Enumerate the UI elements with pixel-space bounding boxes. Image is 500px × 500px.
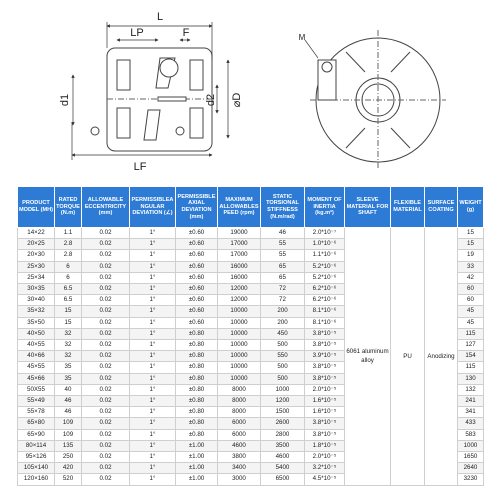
cell-eccentricity: 0.02 bbox=[82, 373, 130, 384]
cell-torque: 2.8 bbox=[55, 239, 82, 250]
cell-model: 30×40 bbox=[18, 295, 55, 306]
cell-surface-coating: Anodizing bbox=[425, 228, 458, 486]
cell-weight: 60 bbox=[458, 295, 484, 306]
cell-angular-deviation: 1° bbox=[130, 284, 176, 295]
cell-stiffness: 2600 bbox=[261, 418, 305, 429]
cell-stiffness: 550 bbox=[261, 351, 305, 362]
coupling-dimension-drawing bbox=[0, 0, 500, 180]
cell-eccentricity: 0.02 bbox=[82, 328, 130, 339]
cell-angular-deviation: 1° bbox=[130, 306, 176, 317]
cell-axial-deviation: ±1.00 bbox=[176, 440, 218, 451]
cell-torque: 6.5 bbox=[55, 284, 82, 295]
cell-angular-deviation: 1° bbox=[130, 373, 176, 384]
cell-stiffness: 1500 bbox=[261, 407, 305, 418]
cell-inertia: 1.6*10⁻⁵ bbox=[305, 407, 345, 418]
cell-max-speed: 10000 bbox=[218, 328, 261, 339]
header-torsional-stiffness: STATIC TORSIONAL STIFFNESS (N.m/rad) bbox=[261, 187, 305, 228]
cell-axial-deviation: ±1.00 bbox=[176, 452, 218, 463]
cell-angular-deviation: 1° bbox=[130, 351, 176, 362]
label-M: M bbox=[298, 33, 306, 42]
label-d1: d1 bbox=[59, 93, 71, 107]
cell-max-speed: 6000 bbox=[218, 429, 261, 440]
cell-angular-deviation: 1° bbox=[130, 384, 176, 395]
cell-max-speed: 8000 bbox=[218, 407, 261, 418]
cell-axial-deviation: ±1.00 bbox=[176, 474, 218, 485]
cell-torque: 420 bbox=[55, 463, 82, 474]
cell-inertia: 6.2*10⁻⁶ bbox=[305, 284, 345, 295]
cell-model: 35×32 bbox=[18, 306, 55, 317]
cell-weight: 1650 bbox=[458, 452, 484, 463]
cell-max-speed: 10000 bbox=[218, 317, 261, 328]
cell-axial-deviation: ±0.80 bbox=[176, 328, 218, 339]
cell-angular-deviation: 1° bbox=[130, 340, 176, 351]
cell-eccentricity: 0.02 bbox=[82, 474, 130, 485]
cell-eccentricity: 0.02 bbox=[82, 463, 130, 474]
cell-weight: 154 bbox=[458, 351, 484, 362]
cell-stiffness: 1000 bbox=[261, 384, 305, 395]
cell-weight: 115 bbox=[458, 328, 484, 339]
cell-stiffness: 3500 bbox=[261, 440, 305, 451]
cell-weight: 3230 bbox=[458, 474, 484, 485]
cell-weight: 33 bbox=[458, 261, 484, 272]
cell-axial-deviation: ±0.60 bbox=[176, 317, 218, 328]
cell-weight: 132 bbox=[458, 384, 484, 395]
cell-model: 55×78 bbox=[18, 407, 55, 418]
cell-angular-deviation: 1° bbox=[130, 272, 176, 283]
cell-eccentricity: 0.02 bbox=[82, 384, 130, 395]
cell-torque: 109 bbox=[55, 429, 82, 440]
cell-model: 40×50 bbox=[18, 328, 55, 339]
cell-stiffness: 1200 bbox=[261, 396, 305, 407]
cell-eccentricity: 0.02 bbox=[82, 306, 130, 317]
cell-model: 45×55 bbox=[18, 362, 55, 373]
cell-inertia: 5.2*10⁻⁶ bbox=[305, 272, 345, 283]
cell-stiffness: 200 bbox=[261, 317, 305, 328]
cell-inertia: 6.2*10⁻⁶ bbox=[305, 295, 345, 306]
cell-max-speed: 12000 bbox=[218, 295, 261, 306]
cell-inertia: 3.8*10⁻⁵ bbox=[305, 328, 345, 339]
cell-torque: 32 bbox=[55, 351, 82, 362]
cell-sleeve-material: 6061 aluminum alloy bbox=[345, 228, 391, 486]
cell-inertia: 2.0*10⁻⁵ bbox=[305, 384, 345, 395]
cell-stiffness: 46 bbox=[261, 228, 305, 239]
cell-angular-deviation: 1° bbox=[130, 407, 176, 418]
cell-stiffness: 500 bbox=[261, 362, 305, 373]
coupling-end-view bbox=[305, 30, 446, 170]
cell-model: 14×22 bbox=[18, 228, 55, 239]
cell-model: 80×114 bbox=[18, 440, 55, 451]
header-moment-of-inertia: MOMENT OF INERTIA (kg.m²) bbox=[305, 187, 345, 228]
cell-max-speed: 4600 bbox=[218, 440, 261, 451]
header-weight: WEIGHT (g) bbox=[458, 187, 484, 228]
header-max-speed: MAXIMUM ALLOWABLES PEED (rpm) bbox=[218, 187, 261, 228]
cell-eccentricity: 0.02 bbox=[82, 272, 130, 283]
table-header-row bbox=[18, 187, 484, 228]
cell-axial-deviation: ±0.60 bbox=[176, 228, 218, 239]
cell-torque: 6 bbox=[55, 272, 82, 283]
specification-table bbox=[17, 186, 484, 486]
cell-max-speed: 17000 bbox=[218, 250, 261, 261]
cell-model: 40×55 bbox=[18, 340, 55, 351]
cell-stiffness: 450 bbox=[261, 328, 305, 339]
cell-angular-deviation: 1° bbox=[130, 239, 176, 250]
cell-eccentricity: 0.02 bbox=[82, 429, 130, 440]
cell-angular-deviation: 1° bbox=[130, 418, 176, 429]
cell-model: 25×30 bbox=[18, 261, 55, 272]
cell-eccentricity: 0.02 bbox=[82, 317, 130, 328]
cell-weight: 433 bbox=[458, 418, 484, 429]
cell-inertia: 3.9*10⁻⁵ bbox=[305, 351, 345, 362]
cell-angular-deviation: 1° bbox=[130, 396, 176, 407]
cell-eccentricity: 0.02 bbox=[82, 351, 130, 362]
cell-axial-deviation: ±1.00 bbox=[176, 463, 218, 474]
cell-max-speed: 3400 bbox=[218, 463, 261, 474]
cell-axial-deviation: ±0.60 bbox=[176, 250, 218, 261]
cell-axial-deviation: ±0.60 bbox=[176, 239, 218, 250]
cell-torque: 15 bbox=[55, 306, 82, 317]
cell-inertia: 4.5*10⁻⁵ bbox=[305, 474, 345, 485]
cell-torque: 40 bbox=[55, 384, 82, 395]
cell-max-speed: 10000 bbox=[218, 340, 261, 351]
cell-stiffness: 6500 bbox=[261, 474, 305, 485]
cell-angular-deviation: 1° bbox=[130, 328, 176, 339]
header-axial-deviation: PERMISSIBLE AXIAL DEVIATION (mm) bbox=[176, 187, 218, 228]
cell-weight: 15 bbox=[458, 228, 484, 239]
cell-max-speed: 10000 bbox=[218, 306, 261, 317]
cell-weight: 115 bbox=[458, 362, 484, 373]
cell-eccentricity: 0.02 bbox=[82, 340, 130, 351]
cell-eccentricity: 0.02 bbox=[82, 284, 130, 295]
cell-max-speed: 6000 bbox=[218, 418, 261, 429]
cell-model: 120×160 bbox=[18, 474, 55, 485]
cell-eccentricity: 0.02 bbox=[82, 452, 130, 463]
cell-torque: 32 bbox=[55, 328, 82, 339]
cell-axial-deviation: ±0.80 bbox=[176, 373, 218, 384]
cell-torque: 6.5 bbox=[55, 295, 82, 306]
cell-model: 40×66 bbox=[18, 351, 55, 362]
cell-model: 50X55 bbox=[18, 384, 55, 395]
cell-weight: 341 bbox=[458, 407, 484, 418]
cell-max-speed: 16000 bbox=[218, 261, 261, 272]
cell-max-speed: 3000 bbox=[218, 474, 261, 485]
cell-weight: 15 bbox=[458, 239, 484, 250]
cell-stiffness: 65 bbox=[261, 272, 305, 283]
cell-angular-deviation: 1° bbox=[130, 250, 176, 261]
cell-stiffness: 72 bbox=[261, 284, 305, 295]
cell-axial-deviation: ±0.60 bbox=[176, 261, 218, 272]
cell-axial-deviation: ±0.60 bbox=[176, 284, 218, 295]
cell-model: 20×25 bbox=[18, 239, 55, 250]
cell-weight: 45 bbox=[458, 317, 484, 328]
cell-angular-deviation: 1° bbox=[130, 228, 176, 239]
cell-angular-deviation: 1° bbox=[130, 362, 176, 373]
cell-max-speed: 10000 bbox=[218, 373, 261, 384]
cell-model: 95×126 bbox=[18, 452, 55, 463]
cell-inertia: 2.0*10⁻⁵ bbox=[305, 452, 345, 463]
cell-inertia: 5.2*10⁻⁶ bbox=[305, 261, 345, 272]
cell-torque: 46 bbox=[55, 407, 82, 418]
cell-inertia: 3.2*10⁻⁵ bbox=[305, 463, 345, 474]
cell-inertia: 3.8*10⁻⁵ bbox=[305, 340, 345, 351]
cell-axial-deviation: ±0.80 bbox=[176, 351, 218, 362]
label-F: F bbox=[182, 27, 190, 39]
cell-angular-deviation: 1° bbox=[130, 295, 176, 306]
cell-model: 55×49 bbox=[18, 396, 55, 407]
cell-max-speed: 12000 bbox=[218, 284, 261, 295]
cell-torque: 135 bbox=[55, 440, 82, 451]
header-flexible-material: FLEXIBLE MATERIAL bbox=[391, 187, 425, 228]
header-sleeve-material: SLEEVE MATERIAL FOR SHAFT bbox=[345, 187, 391, 228]
cell-axial-deviation: ±0.60 bbox=[176, 306, 218, 317]
cell-max-speed: 3800 bbox=[218, 452, 261, 463]
cell-axial-deviation: ±0.80 bbox=[176, 384, 218, 395]
cell-max-speed: 19000 bbox=[218, 228, 261, 239]
cell-max-speed: 17000 bbox=[218, 239, 261, 250]
cell-torque: 250 bbox=[55, 452, 82, 463]
cell-eccentricity: 0.02 bbox=[82, 418, 130, 429]
cell-weight: 42 bbox=[458, 272, 484, 283]
cell-stiffness: 200 bbox=[261, 306, 305, 317]
cell-torque: 109 bbox=[55, 418, 82, 429]
cell-eccentricity: 0.02 bbox=[82, 239, 130, 250]
cell-max-speed: 8000 bbox=[218, 396, 261, 407]
cell-angular-deviation: 1° bbox=[130, 429, 176, 440]
cell-weight: 2640 bbox=[458, 463, 484, 474]
cell-model: 30×35 bbox=[18, 284, 55, 295]
cell-torque: 32 bbox=[55, 340, 82, 351]
cell-torque: 35 bbox=[55, 362, 82, 373]
cell-stiffness: 55 bbox=[261, 239, 305, 250]
header-allowable-eccentricity: ALLOWABLE ECCENTRICITY (mm) bbox=[82, 187, 130, 228]
cell-weight: 45 bbox=[458, 306, 484, 317]
cell-angular-deviation: 1° bbox=[130, 474, 176, 485]
cell-axial-deviation: ±0.80 bbox=[176, 407, 218, 418]
coupling-side-view bbox=[91, 48, 212, 151]
cell-model: 105×140 bbox=[18, 463, 55, 474]
cell-inertia: 3.8*10⁻⁵ bbox=[305, 373, 345, 384]
cell-weight: 241 bbox=[458, 396, 484, 407]
header-surface-coating: SURFACE COATING bbox=[425, 187, 458, 228]
cell-eccentricity: 0.02 bbox=[82, 228, 130, 239]
cell-inertia: 3.8*10⁻⁵ bbox=[305, 362, 345, 373]
cell-inertia: 1.6*10⁻⁵ bbox=[305, 396, 345, 407]
cell-torque: 520 bbox=[55, 474, 82, 485]
cell-axial-deviation: ±0.80 bbox=[176, 429, 218, 440]
cell-model: 65×80 bbox=[18, 418, 55, 429]
label-L: L bbox=[156, 11, 164, 23]
cell-angular-deviation: 1° bbox=[130, 317, 176, 328]
cell-model: 20×30 bbox=[18, 250, 55, 261]
cell-torque: 2.8 bbox=[55, 250, 82, 261]
cell-stiffness: 2800 bbox=[261, 429, 305, 440]
cell-axial-deviation: ±0.80 bbox=[176, 362, 218, 373]
cell-angular-deviation: 1° bbox=[130, 440, 176, 451]
cell-stiffness: 65 bbox=[261, 261, 305, 272]
label-D: ⌀D bbox=[231, 92, 243, 108]
cell-stiffness: 72 bbox=[261, 295, 305, 306]
cell-stiffness: 500 bbox=[261, 373, 305, 384]
cell-max-speed: 16000 bbox=[218, 272, 261, 283]
cell-stiffness: 5400 bbox=[261, 463, 305, 474]
cell-model: 45×66 bbox=[18, 373, 55, 384]
cell-eccentricity: 0.02 bbox=[82, 261, 130, 272]
cell-axial-deviation: ±0.80 bbox=[176, 340, 218, 351]
cell-inertia: 3.8*10⁻⁵ bbox=[305, 418, 345, 429]
cell-weight: 19 bbox=[458, 250, 484, 261]
cell-eccentricity: 0.02 bbox=[82, 440, 130, 451]
cell-inertia: 1.0*10⁻⁶ bbox=[305, 239, 345, 250]
cell-angular-deviation: 1° bbox=[130, 261, 176, 272]
header-product-model: PRODUCT MODEL (MH) bbox=[18, 187, 55, 228]
cell-weight: 1000 bbox=[458, 440, 484, 451]
label-LP: LP bbox=[130, 27, 144, 39]
cell-eccentricity: 0.02 bbox=[82, 362, 130, 373]
cell-stiffness: 500 bbox=[261, 340, 305, 351]
cell-weight: 60 bbox=[458, 284, 484, 295]
cell-max-speed: 8000 bbox=[218, 384, 261, 395]
cell-eccentricity: 0.02 bbox=[82, 295, 130, 306]
cell-weight: 130 bbox=[458, 373, 484, 384]
cell-model: 65×90 bbox=[18, 429, 55, 440]
cell-stiffness: 4600 bbox=[261, 452, 305, 463]
cell-weight: 583 bbox=[458, 429, 484, 440]
cell-inertia: 8.1*10⁻⁶ bbox=[305, 317, 345, 328]
cell-inertia: 3.8*10⁻⁵ bbox=[305, 429, 345, 440]
header-rated-torque: RATED TORQUE (N.m) bbox=[55, 187, 82, 228]
cell-stiffness: 55 bbox=[261, 250, 305, 261]
header-angular-deviation: PERMISSIBLEA NGULAR DEVIATION (∠) bbox=[130, 187, 176, 228]
label-LF: LF bbox=[133, 161, 147, 173]
cell-inertia: 1.8*10⁻⁵ bbox=[305, 440, 345, 451]
cell-eccentricity: 0.02 bbox=[82, 396, 130, 407]
cell-axial-deviation: ±0.80 bbox=[176, 396, 218, 407]
table-row bbox=[18, 228, 484, 239]
cell-inertia: 2.0*10⁻⁷ bbox=[305, 228, 345, 239]
cell-torque: 35 bbox=[55, 373, 82, 384]
cell-angular-deviation: 1° bbox=[130, 452, 176, 463]
label-d2: d2 bbox=[205, 93, 217, 107]
cell-model: 25×34 bbox=[18, 272, 55, 283]
cell-torque: 46 bbox=[55, 396, 82, 407]
cell-angular-deviation: 1° bbox=[130, 463, 176, 474]
cell-model: 35×50 bbox=[18, 317, 55, 328]
cell-torque: 15 bbox=[55, 317, 82, 328]
cell-max-speed: 10000 bbox=[218, 351, 261, 362]
cell-weight: 127 bbox=[458, 340, 484, 351]
cell-inertia: 8.1*10⁻⁶ bbox=[305, 306, 345, 317]
cell-torque: 1.1 bbox=[55, 228, 82, 239]
cell-axial-deviation: ±0.60 bbox=[176, 272, 218, 283]
cell-eccentricity: 0.02 bbox=[82, 407, 130, 418]
cell-eccentricity: 0.02 bbox=[82, 250, 130, 261]
cell-axial-deviation: ±0.80 bbox=[176, 418, 218, 429]
cell-max-speed: 10000 bbox=[218, 362, 261, 373]
cell-inertia: 1.1*10⁻⁶ bbox=[305, 250, 345, 261]
cell-flexible-material: PU bbox=[391, 228, 425, 486]
cell-torque: 6 bbox=[55, 261, 82, 272]
cell-axial-deviation: ±0.60 bbox=[176, 295, 218, 306]
